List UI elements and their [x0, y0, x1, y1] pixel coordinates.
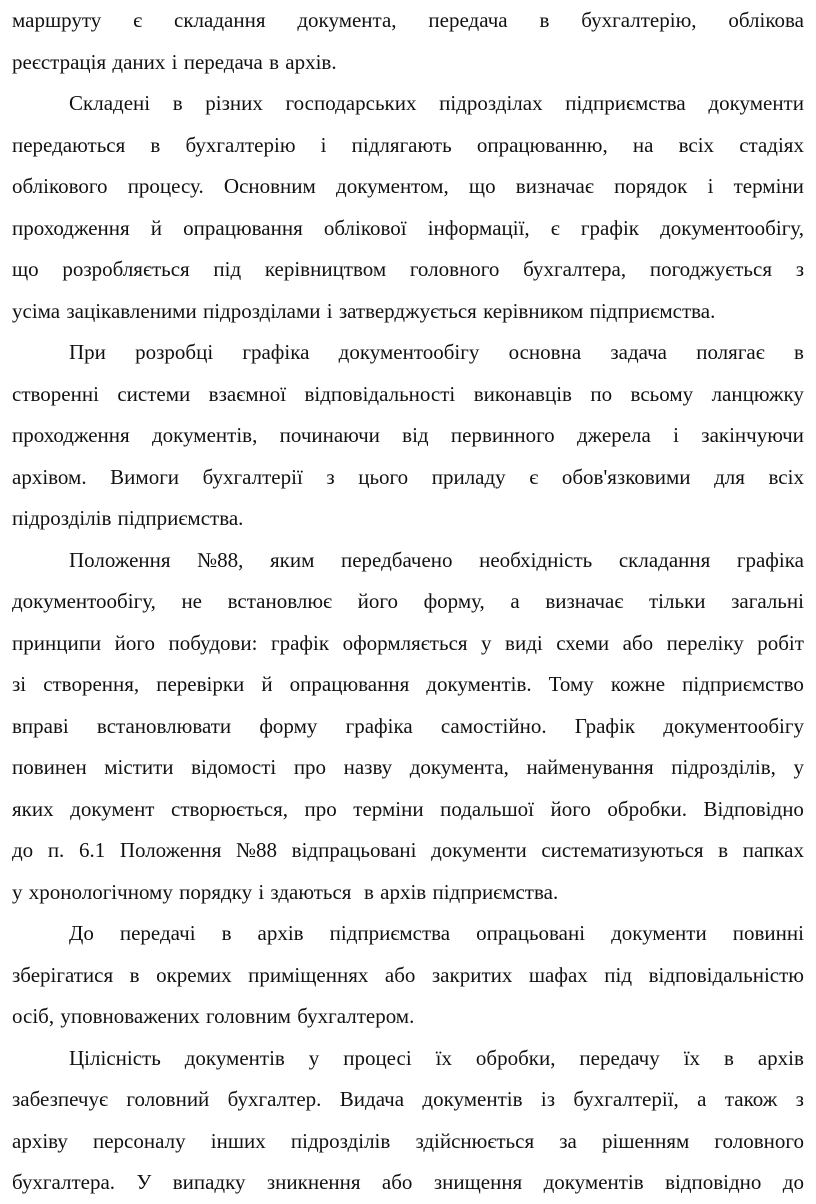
word: кожне	[610, 672, 666, 696]
word: всіх	[768, 464, 804, 489]
word: графік	[271, 630, 330, 655]
word: бухгалтерію,	[581, 8, 697, 32]
word: і	[673, 423, 679, 447]
word: зникнення	[266, 1170, 361, 1194]
word: окремих	[156, 962, 232, 987]
word: в	[793, 340, 804, 364]
word: його	[550, 796, 591, 821]
word: документів	[543, 1170, 644, 1194]
word: документів.	[426, 672, 532, 696]
word: терміни	[353, 796, 424, 821]
word: різних	[205, 91, 263, 115]
word: передача	[428, 8, 508, 32]
word: зберігатися	[12, 962, 114, 987]
word: обов'язковими	[561, 464, 691, 489]
word: документи	[611, 921, 707, 945]
word: починаючи	[279, 423, 380, 447]
word: проходження	[12, 423, 130, 447]
text-line	[12, 415, 804, 457]
word: Тому	[548, 672, 594, 696]
word: у	[481, 630, 492, 655]
text-line	[12, 498, 804, 540]
text-line	[12, 332, 804, 374]
word: необхідність	[479, 547, 593, 572]
word: проходження	[12, 215, 130, 240]
word: за	[559, 1128, 577, 1153]
word: й	[261, 672, 273, 696]
paragraph	[12, 0, 804, 83]
word: задача	[610, 340, 668, 364]
word: Відповідно	[703, 796, 804, 821]
word: розробці	[135, 340, 214, 364]
word: для	[714, 464, 745, 489]
text-line	[12, 42, 804, 84]
word: закінчуючи	[701, 423, 804, 447]
word: Видача	[339, 1087, 405, 1111]
word: у	[308, 1045, 320, 1070]
text-line	[12, 166, 804, 208]
text-line	[12, 789, 804, 831]
word: облікового	[12, 174, 108, 198]
word: терміни	[733, 174, 804, 198]
text-line	[12, 913, 804, 955]
line-text: підрозділів підприємства.	[12, 506, 244, 530]
word: документи	[431, 838, 527, 862]
text-line	[12, 291, 804, 333]
word: в	[129, 962, 140, 987]
word: їх	[435, 1045, 452, 1070]
word: найменування	[526, 755, 654, 779]
word: перевірки	[156, 672, 245, 696]
word: Вимоги	[110, 464, 180, 489]
word: №88	[235, 838, 278, 862]
word: здійснюється	[415, 1128, 535, 1153]
text-line	[12, 1038, 804, 1080]
text-line	[12, 747, 804, 789]
word: керівництвом	[264, 257, 387, 281]
word: документообігу	[663, 713, 804, 738]
word: до	[782, 1170, 804, 1194]
line-text: осіб, уповноважених головним бухгалтером.	[12, 1004, 415, 1028]
word: документа,	[409, 755, 509, 779]
line-text: у хронологічному порядку і здаються в архів підприємства.	[12, 879, 559, 904]
word: загальні	[731, 589, 804, 613]
word: схеми	[556, 630, 610, 655]
word: Положення	[119, 838, 222, 862]
text-line	[12, 208, 804, 250]
word: облікової	[323, 215, 407, 240]
word: графіка	[736, 547, 804, 572]
word: повинні	[732, 921, 804, 945]
word: що	[12, 257, 39, 281]
text-line	[12, 540, 804, 582]
word: приладу	[431, 464, 506, 489]
word: також	[724, 1087, 778, 1111]
word: маршруту	[12, 8, 102, 32]
word: опрацьовані	[476, 921, 586, 945]
word: бухгалтера,	[523, 257, 627, 281]
word: не	[181, 589, 202, 613]
word: яким	[270, 547, 315, 572]
word: а	[510, 589, 520, 613]
word: а	[697, 1087, 707, 1111]
word: головний	[126, 1087, 210, 1111]
word: обробки.	[607, 796, 687, 821]
word: є	[133, 8, 143, 32]
word: документ	[70, 796, 155, 821]
word: або	[381, 1170, 413, 1194]
word: з	[326, 464, 335, 489]
word: знищення	[433, 1170, 523, 1194]
word: документів	[184, 1045, 285, 1070]
word: закритих	[431, 962, 513, 987]
text-line	[12, 830, 804, 872]
word: по	[590, 381, 613, 406]
word: документом,	[336, 174, 449, 198]
word: побудови:	[168, 630, 258, 655]
word: відповідальності	[304, 381, 456, 406]
word: документообігу	[338, 340, 480, 364]
word: процесу.	[127, 174, 204, 198]
word: бухгалтерію	[185, 132, 296, 157]
word: або	[622, 630, 654, 655]
word: цього	[358, 464, 409, 489]
word: процесі	[343, 1045, 412, 1070]
text-line	[12, 664, 804, 706]
word: назву	[343, 755, 393, 779]
text-line	[12, 1079, 804, 1121]
document-page	[12, 0, 804, 1204]
word: і	[320, 132, 327, 157]
word: бухгалтера.	[12, 1170, 116, 1194]
word: стадіях	[739, 132, 804, 157]
word: підрозділах	[439, 91, 543, 115]
word: документообігу,	[660, 215, 804, 240]
word: в	[150, 132, 161, 157]
text-line	[12, 581, 804, 623]
word: з	[795, 257, 804, 281]
text-line	[12, 623, 804, 665]
word: Положення	[69, 547, 171, 572]
word: подальшої	[440, 796, 534, 821]
word: документа,	[297, 8, 397, 32]
word: облікова	[728, 8, 804, 32]
word: персоналу	[93, 1128, 186, 1153]
word: або	[384, 962, 416, 987]
word: обробки,	[475, 1045, 556, 1070]
word: документів,	[151, 423, 258, 447]
word: папках	[742, 838, 804, 862]
text-line	[12, 457, 804, 499]
word: передбачено	[340, 547, 453, 572]
word: оформляється	[342, 630, 468, 655]
word: встановлювати	[96, 713, 232, 738]
text-line	[12, 125, 804, 167]
text-line	[12, 0, 804, 42]
word: графіка	[345, 713, 413, 738]
word: господарських	[285, 91, 417, 115]
paragraph	[12, 913, 804, 1038]
text-line	[12, 249, 804, 291]
word: бухгалтерії	[202, 464, 303, 489]
word: підприємство	[682, 672, 804, 696]
word: передаються	[12, 132, 126, 157]
word: до	[12, 838, 34, 862]
text-line	[12, 996, 804, 1038]
word: архів	[757, 1045, 804, 1070]
word: містити	[104, 755, 174, 779]
paragraph	[12, 332, 804, 540]
word: систематизуються	[541, 838, 704, 862]
word: документообігу,	[12, 589, 156, 613]
word: в	[221, 921, 232, 945]
word: приміщеннях	[248, 962, 369, 987]
word: До	[69, 921, 94, 945]
text-line	[12, 374, 804, 416]
word: виконавців	[473, 381, 572, 406]
word: на	[632, 132, 654, 157]
word: графіка	[242, 340, 310, 364]
word: відповідальністю	[648, 962, 804, 987]
word: його	[357, 589, 398, 613]
word: рішенням	[602, 1128, 690, 1153]
word: створення,	[43, 672, 140, 696]
word: від	[402, 423, 429, 447]
paragraph	[12, 83, 804, 332]
word: відповідно	[665, 1170, 762, 1194]
word: шафах	[528, 962, 588, 987]
word: вправі	[12, 713, 69, 738]
word: опрацювання	[289, 672, 410, 696]
word: передачі	[119, 921, 196, 945]
word: підлягають	[351, 132, 452, 157]
word: архівом.	[12, 464, 87, 489]
word: про	[304, 796, 337, 821]
word: інших	[210, 1128, 266, 1153]
word: опрацюванню,	[476, 132, 608, 157]
word: У	[136, 1170, 152, 1194]
word: відпрацьовані	[291, 838, 417, 862]
word: архіву	[12, 1128, 68, 1153]
word: форму	[259, 713, 318, 738]
word: складання	[618, 547, 711, 572]
word: й	[150, 215, 163, 240]
word: відомості	[191, 755, 277, 779]
word: джерела	[576, 423, 651, 447]
word: Основним	[223, 174, 316, 198]
word: інформації,	[427, 215, 530, 240]
word: під	[213, 257, 242, 281]
word: всьому	[630, 381, 694, 406]
word: взаємної	[208, 381, 287, 406]
word: в	[723, 1045, 734, 1070]
word: підрозділів,	[671, 755, 776, 779]
word: погоджується	[649, 257, 772, 281]
word: визначає	[545, 589, 624, 613]
word: розробляється	[62, 257, 190, 281]
word: під	[604, 962, 633, 987]
word: документи	[708, 91, 804, 115]
word: встановлює	[227, 589, 333, 613]
word: у	[793, 755, 804, 779]
word: є	[550, 215, 560, 240]
word: бухгалтер.	[227, 1087, 322, 1111]
paragraph	[12, 540, 804, 914]
word: бухгалтерії,	[573, 1087, 679, 1111]
word: в	[718, 838, 729, 862]
word: порядок	[614, 174, 688, 198]
word: з	[795, 1087, 804, 1111]
word: ланцюжку	[711, 381, 804, 406]
text-line	[12, 706, 804, 748]
word: Цілісність	[69, 1045, 161, 1070]
word: в	[172, 91, 183, 115]
word: полягає	[696, 340, 765, 364]
word: №88,	[197, 547, 244, 572]
word: п.	[47, 838, 65, 862]
line-text: усіма зацікавленими підрозділами і затверджується керівником підприємства.	[12, 298, 716, 323]
word: підрозділів	[290, 1128, 391, 1153]
word: про	[293, 755, 327, 779]
word: визначає	[515, 174, 594, 198]
text-line	[12, 83, 804, 125]
word: передачу	[579, 1045, 660, 1070]
paragraph	[12, 1038, 804, 1204]
word: робіт	[757, 630, 804, 655]
word: головного	[409, 257, 500, 281]
word: підприємства	[329, 921, 451, 945]
word: тільки	[648, 589, 706, 613]
text-line	[12, 1162, 804, 1204]
word: Складені	[69, 91, 151, 115]
word: випадку	[172, 1170, 246, 1194]
word: забезпечує	[12, 1087, 109, 1111]
word: що	[468, 174, 496, 198]
word: із	[540, 1087, 556, 1111]
text-line	[12, 872, 804, 914]
word: самостійно.	[440, 713, 547, 738]
word: опрацювання	[183, 215, 303, 240]
word: складання	[174, 8, 266, 32]
word: всіх	[678, 132, 715, 157]
word: виді	[505, 630, 543, 655]
word: принципи	[12, 630, 102, 655]
word: переліку	[666, 630, 744, 655]
word: його	[114, 630, 156, 655]
word: 6.1	[78, 838, 106, 862]
text-line	[12, 1121, 804, 1163]
word: повинен	[12, 755, 87, 779]
word: Графік	[574, 713, 636, 738]
word: архів	[257, 921, 304, 945]
text-line	[12, 955, 804, 997]
word: є	[529, 464, 539, 489]
word: документів	[422, 1087, 523, 1111]
word: в	[539, 8, 550, 32]
word: створенні	[12, 381, 99, 406]
word: підприємства	[565, 91, 686, 115]
word: створюється,	[171, 796, 288, 821]
word: головного	[714, 1128, 804, 1153]
line-text: реєстрація даних і передача в архів.	[12, 49, 337, 74]
word: основна	[508, 340, 582, 364]
word: системи	[117, 381, 191, 406]
word: яких	[12, 796, 54, 821]
word: і	[707, 174, 714, 198]
word: первинного	[450, 423, 555, 447]
word: зі	[12, 672, 27, 696]
word: графік	[580, 215, 639, 240]
word: форму,	[423, 589, 485, 613]
word: При	[69, 340, 106, 364]
word: їх	[683, 1045, 701, 1070]
